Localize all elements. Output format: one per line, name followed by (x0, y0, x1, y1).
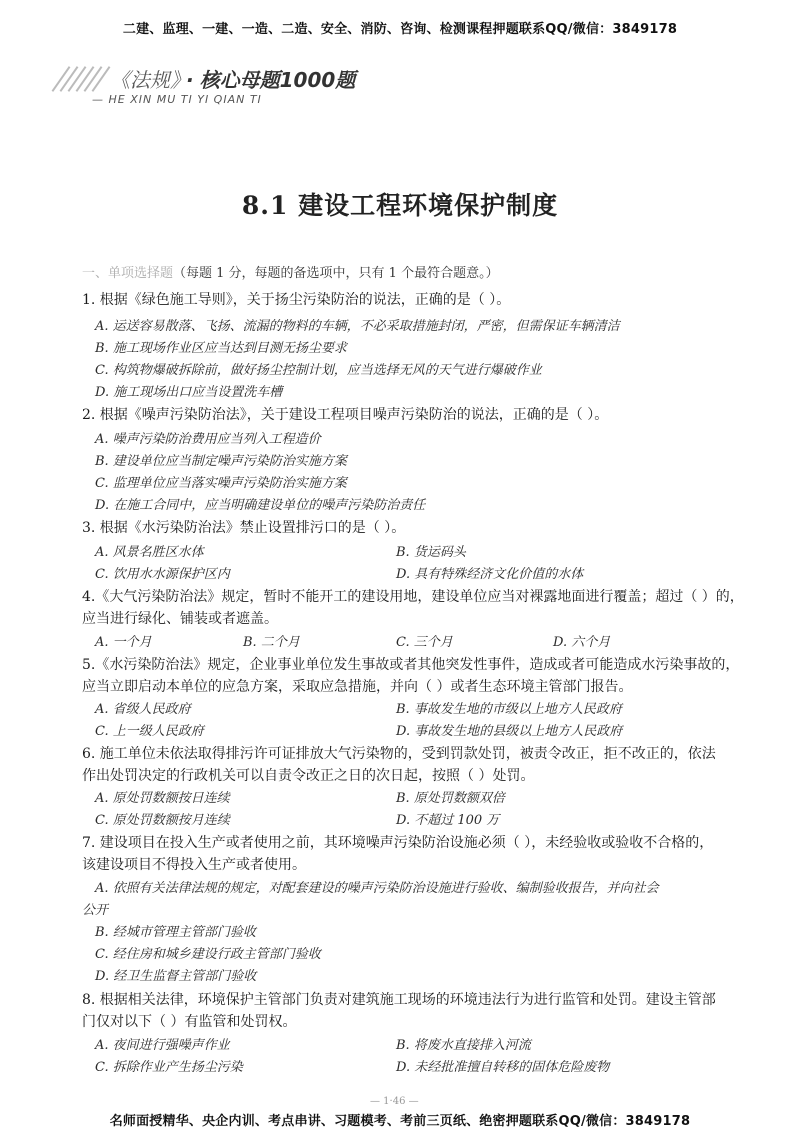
instruction-line (82, 262, 499, 281)
question-1-option-b: B. 施工现场作业区应当达到目测无扬尘要求 (95, 341, 347, 356)
question-4-stem-line-1: 4.《大气污染防治法》规定，暂时不能开工的建设用地，建设单位应当对裸露地面进行覆盖；超过（ ）的， (82, 589, 744, 605)
question-5-option-a: A. 省级人民政府 (95, 702, 191, 717)
question-4-option-d: D. 六个月 (553, 635, 611, 650)
question-8-stem-line-1: 8. 根据相关法律，环境保护主管部门负责对建筑施工现场的环境违法行为进行监管和处罚。建设主管部 (82, 992, 716, 1008)
instruction-text: （每题 1 分，每题的备选项中，只有 1 个最符合题意。） (173, 266, 499, 281)
question-3-option-c: C. 饮用水水源保护区内 (95, 567, 230, 582)
running-header-pinyin: — HE XIN MU TI YI QIAN TI (92, 93, 262, 106)
question-8-option-a: A. 夜间进行强噪声作业 (95, 1038, 230, 1053)
question-6-option-a: A. 原处罚数额按日连续 (95, 791, 230, 806)
question-2-stem: 2. 根据《噪声污染防治法》，关于建设工程项目噪声污染防治的说法，正确的是（ ）。 (82, 407, 609, 423)
top-banner: 二建、监理、一建、一造、二造、安全、消防、咨询、检测课程押题联系QQ/微信：3849178 (122, 22, 678, 37)
question-3-option-d: D. 具有特殊经济文化价值的水体 (396, 567, 584, 582)
section-title: 8.1 建设工程环境保护制度 (241, 191, 559, 220)
question-7-option-a: A. 依照有关法律法规的规定，对配套建设的噪声污染防治设施进行验收、编制验收报告，并向社会 (95, 881, 659, 896)
question-7-stem-line-1: 7. 建设项目在投入生产或者使用之前，其环境噪声污染防治设施必须（ ），未经验收或验收不合格的， (82, 835, 714, 851)
question-1-option-d: D. 施工现场出口应当设置洗车槽 (95, 385, 283, 400)
question-5-stem-line-2: 应当立即启动本单位的应急方案，采取应急措施，并向（ ）或者生态环境主管部门报告。 (82, 679, 633, 695)
question-6-stem-line-1: 6. 施工单位未依法取得排污许可证排放大气污染物的，受到罚款处罚，被责令改正，拒不改正的，依法 (82, 746, 716, 762)
question-7-option-a-continued: 公开 (82, 903, 109, 918)
question-6-option-c: C. 原处罚数额按月连续 (95, 813, 230, 828)
question-5-option-d: D. 事故发生地的县级以上地方人民政府 (396, 724, 623, 739)
question-1-stem: 1. 根据《绿色施工导则》，关于扬尘污染防治的说法，正确的是（ ）。 (82, 292, 511, 308)
instruction-lead: 一、单项选择题 (82, 266, 174, 281)
question-5-option-b: B. 事故发生地的市级以上地方人民政府 (396, 702, 622, 717)
question-3-option-b: B. 货运码头 (396, 545, 466, 560)
question-7-option-b: B. 经城市管理主管部门验收 (95, 925, 256, 940)
question-3-stem: 3. 根据《水污染防治法》禁止设置排污口的是（ ）。 (82, 520, 406, 536)
question-7-stem-line-2: 该建设项目不得投入生产或者使用。 (82, 857, 306, 873)
header-title-series: 核心母题1000题 (199, 68, 356, 92)
running-header-title (110, 64, 355, 93)
question-3-option-a: A. 风景名胜区水体 (95, 545, 204, 560)
question-4-stem-line-2: 应当进行绿化、铺装或者遮盖。 (82, 611, 278, 627)
header-title-book: 《法规》 (110, 68, 180, 92)
question-8-stem-line-2: 门仅对以下（ ）有监管和处罚权。 (82, 1014, 297, 1030)
question-4-option-a: A. 一个月 (95, 635, 152, 650)
question-7-option-d: D. 经卫生监督主管部门验收 (95, 969, 257, 984)
question-7-option-c: C. 经住房和城乡建设行政主管部门验收 (95, 947, 321, 962)
question-2-option-d: D. 在施工合同中，应当明确建设单位的噪声污染防治责任 (95, 498, 426, 513)
question-6-stem-line-2: 作出处罚决定的行政机关可以自责令改正之日的次日起，按照（ ）处罚。 (82, 768, 535, 784)
question-5-stem-line-1: 5.《水污染防治法》规定，企业事业单位发生事故或者其他突发性事件，造成或者可能造成水污染事故的， (82, 657, 740, 673)
question-4-option-c: C. 三个月 (396, 635, 453, 650)
question-2-option-c: C. 监理单位应当落实噪声污染防治实施方案 (95, 476, 347, 491)
question-4-option-b: B. 二个月 (243, 635, 300, 650)
question-2-option-a: A. 噪声污染防治费用应当列入工程造价 (95, 432, 321, 447)
question-6-option-b: B. 原处罚数额双倍 (396, 791, 505, 806)
header-decoration-icon (56, 66, 106, 92)
question-8-option-c: C. 拆除作业产生扬尘污染 (95, 1060, 243, 1075)
question-2-option-b: B. 建设单位应当制定噪声污染防治实施方案 (95, 454, 347, 469)
question-1-option-a: A. 运送容易散落、飞扬、流漏的物料的车辆，不必采取措施封闭，严密，但需保证车辆清洁 (95, 319, 620, 334)
header-title-separator: · (186, 68, 194, 92)
question-5-option-c: C. 上一级人民政府 (95, 724, 204, 739)
question-6-option-d: D. 不超过 100 万 (396, 813, 500, 828)
question-8-option-b: B. 将废水直接排入河流 (396, 1038, 531, 1053)
page-number: — 1·46 — (370, 1096, 419, 1107)
question-8-option-d: D. 未经批准擅自转移的固体危险废物 (396, 1060, 610, 1075)
question-1-option-c: C. 构筑物爆破拆除前，做好扬尘控制计划，应当选择无风的天气进行爆破作业 (95, 363, 542, 378)
bottom-banner: 名师面授精华、央企内训、考点串讲、习题模考、考前三页纸、绝密押题联系QQ/微信：3849178 (109, 1114, 691, 1129)
